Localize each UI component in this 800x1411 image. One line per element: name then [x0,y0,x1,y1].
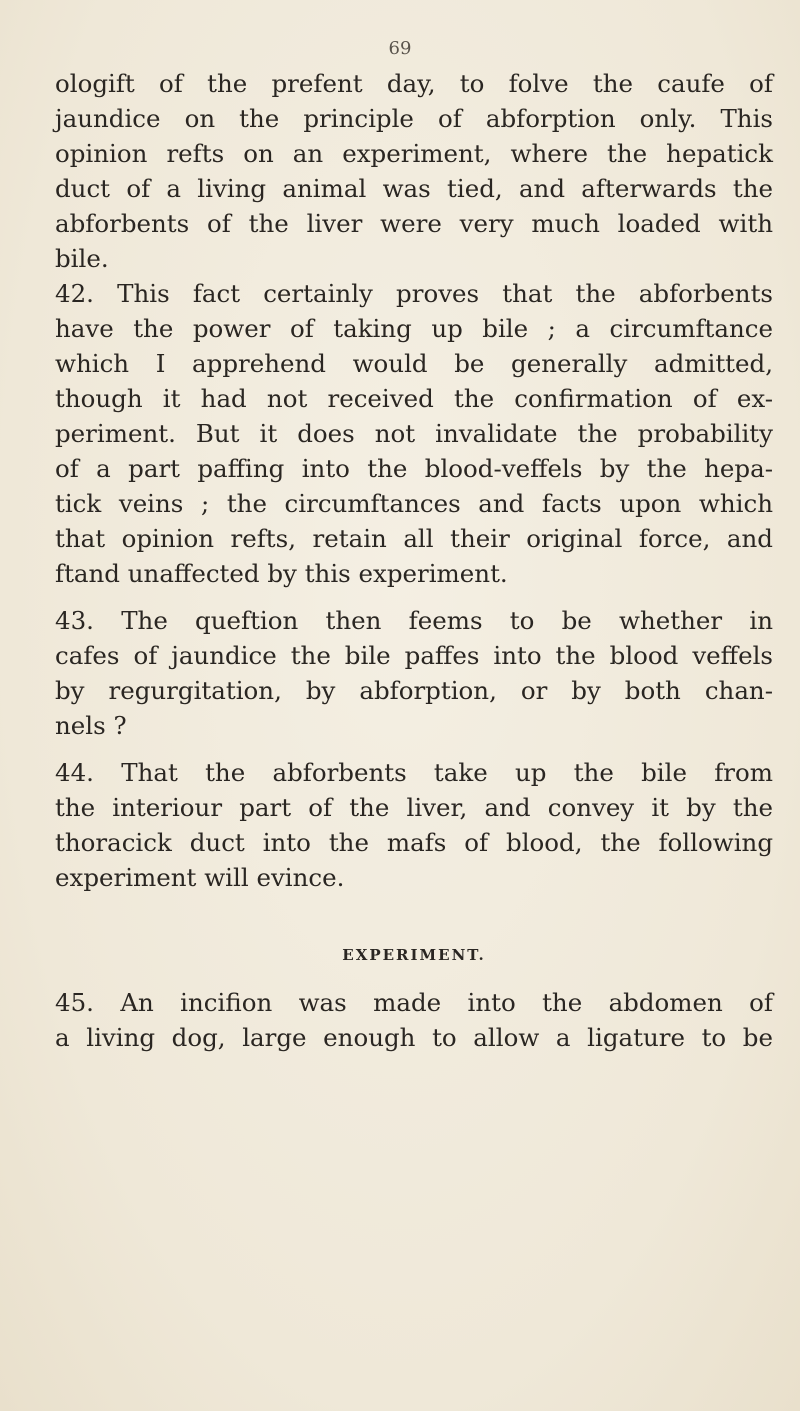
paragraph-45 [55,985,773,1055]
page-number: 69 [388,38,412,59]
text-line: 44. That the abforbents take up the bile from [55,758,773,787]
text-line: of a part paffing into the blood-veffels by the hepa- [55,454,773,483]
text-line: the interiour part of the liver, and convey it by the [55,793,773,822]
text-line: ologift of the prefent day, to folve the caufe of [55,69,773,98]
text-line: bile. [55,244,109,273]
text-line: which I apprehend would be generally admitted, [55,349,773,378]
text-line: by regurgitation, by abforption, or by both chan- [55,676,773,705]
text-line: though it had not received the confirmation of ex- [55,384,773,413]
section-heading: EXPERIMENT. [342,946,486,964]
text-line: jaundice on the principle of abforption only. This [55,104,773,133]
paragraph-43 [55,603,773,743]
page-body [55,66,773,1055]
paragraph-continuation [55,66,773,276]
text-line: periment. But it does not invalidate the probability [55,419,773,448]
text-line: have the power of taking up bile ; a circumftance [55,314,773,343]
text-line: abforbents of the liver were very much loaded with [55,209,773,238]
text-line: experiment will evince. [55,863,345,892]
text-line: 42. This fact certainly proves that the abforbents [55,279,773,308]
text-line: thoracick duct into the mafs of blood, the following [55,828,773,857]
text-line: opinion refts on an experiment, where the hepatick [55,139,773,168]
text-line: nels ? [55,711,127,740]
text-line: ftand unaffected by this experiment. [55,559,508,588]
text-line: duct of a living animal was tied, and afterwards the [55,174,773,203]
text-line: a living dog, large enough to allow a ligature to be [55,1023,773,1052]
paragraph-42 [55,276,773,591]
paragraph-44 [55,755,773,895]
text-line: cafes of jaundice the bile paffes into the blood veffels [55,641,773,670]
text-line: that opinion refts, retain all their original force, and [55,524,773,553]
text-line: 43. The queftion then feems to be whether in [55,606,773,635]
text-line: tick veins ; the circumftances and facts upon which [55,489,773,518]
text-line: 45. An incifion was made into the abdomen of [55,988,773,1017]
